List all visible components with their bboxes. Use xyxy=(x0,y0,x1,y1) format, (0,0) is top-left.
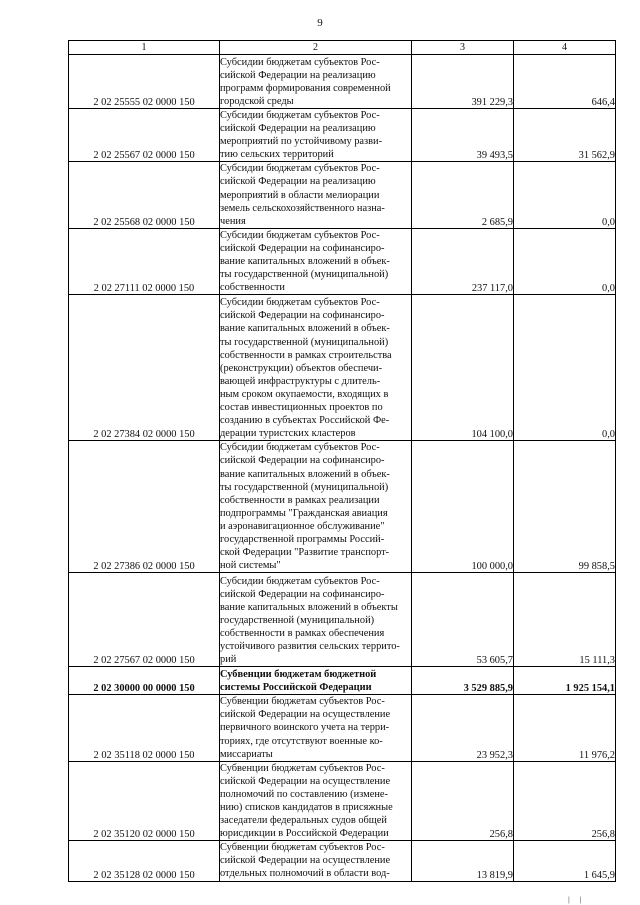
table-row xyxy=(69,841,616,881)
budget-table xyxy=(68,40,616,882)
row-value-col3: 237 117,0 xyxy=(412,228,514,294)
table-row xyxy=(69,441,616,573)
table-row xyxy=(69,228,616,294)
row-value-col4: 1 925 154,1 xyxy=(514,667,616,695)
row-code: 2 02 35120 02 0000 150 xyxy=(69,761,220,841)
table-row xyxy=(69,162,616,228)
table-row xyxy=(69,695,616,761)
column-header: 1 xyxy=(69,41,220,55)
row-value-col3: 23 952,3 xyxy=(412,695,514,761)
row-value-col4: 15 111,3 xyxy=(514,573,616,667)
row-value-col3: 104 100,0 xyxy=(412,295,514,441)
table-row xyxy=(69,295,616,441)
column-header: 4 xyxy=(514,41,616,55)
column-header: 2 xyxy=(220,41,412,55)
row-value-col4: 0,0 xyxy=(514,228,616,294)
scan-artifact: | | xyxy=(568,897,586,904)
row-description: Субсидии бюджетам субъектов Рос- сийской Федерации на реализацию программ формирования современной городской среды xyxy=(220,55,412,109)
row-code: 2 02 25568 02 0000 150 xyxy=(69,162,220,228)
row-code: 2 02 25567 02 0000 150 xyxy=(69,109,220,162)
row-value-col4: 256,8 xyxy=(514,761,616,841)
row-description: Субсидии бюджетам субъектов Рос- сийской Федерации на софинансиро- вание капитальных вложений в объек- ты государственной (муниципальной) собственности xyxy=(220,228,412,294)
row-code: 2 02 27567 02 0000 150 xyxy=(69,573,220,667)
table-header-row xyxy=(69,41,616,55)
row-code: 2 02 27384 02 0000 150 xyxy=(69,295,220,441)
row-code: 2 02 30000 00 0000 150 xyxy=(69,667,220,695)
page-number: 9 xyxy=(317,17,323,29)
row-code: 2 02 25555 02 0000 150 xyxy=(69,55,220,109)
row-description: Субвенции бюджетам субъектов Рос- сийской Федерации на осуществление полномочий по составлению (измене- нию) списков кандидатов в присяжные заседатели федеральных судов общей юрисдикции в Российской Федерации xyxy=(220,761,412,841)
row-value-col4: 646,4 xyxy=(514,55,616,109)
row-description: Субсидии бюджетам субъектов Рос- сийской Федерации на софинансиро- вание капитальных вложений в объек- ты государственной (муниципальной) собственности в рамках реализации подпрограммы "Гражданская авиация и аэронавигационное обслуживание" государственной программы Россий- ской Федерации "Развитие транспорт- ной системы" xyxy=(220,441,412,573)
row-description: Субсидии бюджетам субъектов Рос- сийской Федерации на реализацию мероприятий по устойчивому разви- тию сельских территорий xyxy=(220,109,412,162)
column-header: 3 xyxy=(412,41,514,55)
row-value-col4: 31 562,9 xyxy=(514,109,616,162)
row-description: Субсидии бюджетам субъектов Рос- сийской Федерации на софинансиро- вание капитальных вложений в объек- ты государственной (муниципальной) собственности в рамках строительства (реконструкции) объектов обеспечи- вающей инфраструктуры с длитель- ным сроком окупаемости, входящих в состав инвестиционных проектов по созданию в субъектах Российской Фе- дерации туристских кластеров xyxy=(220,295,412,441)
row-value-col3: 391 229,3 xyxy=(412,55,514,109)
row-code: 2 02 27111 02 0000 150 xyxy=(69,228,220,294)
row-code: 2 02 35118 02 0000 150 xyxy=(69,695,220,761)
row-description: Субсидии бюджетам субъектов Рос- сийской Федерации на реализацию мероприятий в области мелиорации земель сельскохозяйственного назна- чения xyxy=(220,162,412,228)
row-value-col3: 53 605,7 xyxy=(412,573,514,667)
table-row xyxy=(69,109,616,162)
row-value-col4: 1 645,9 xyxy=(514,841,616,881)
row-description: Субвенции бюджетам субъектов Рос- сийской Федерации на осуществление первичного воинского учета на терри- ториях, где отсутствуют военные ко- миссариаты xyxy=(220,695,412,761)
table-row xyxy=(69,667,616,695)
row-code: 2 02 27386 02 0000 150 xyxy=(69,441,220,573)
row-value-col3: 2 685,9 xyxy=(412,162,514,228)
row-description: Субсидии бюджетам субъектов Рос- сийской Федерации на софинансиро- вание капитальных вложений в объекты государственной (муниципальной) собственности в рамках обеспечения устойчивого развития сельских террито- рий xyxy=(220,573,412,667)
row-description: Субвенции бюджетам субъектов Рос- сийской Федерации на осуществление отдельных полномочий в области вод- xyxy=(220,841,412,881)
row-value-col3: 39 493,5 xyxy=(412,109,514,162)
row-value-col3: 256,8 xyxy=(412,761,514,841)
table-row xyxy=(69,761,616,841)
row-value-col3: 13 819,9 xyxy=(412,841,514,881)
row-value-col3: 100 000,0 xyxy=(412,441,514,573)
table-row xyxy=(69,55,616,109)
row-description: Субвенции бюджетам бюджетной системы Российской Федерации xyxy=(220,667,412,695)
row-code: 2 02 35128 02 0000 150 xyxy=(69,841,220,881)
row-value-col4: 0,0 xyxy=(514,295,616,441)
row-value-col4: 0,0 xyxy=(514,162,616,228)
row-value-col3: 3 529 885,9 xyxy=(412,667,514,695)
row-value-col4: 11 976,2 xyxy=(514,695,616,761)
row-value-col4: 99 858,5 xyxy=(514,441,616,573)
table-row xyxy=(69,573,616,667)
